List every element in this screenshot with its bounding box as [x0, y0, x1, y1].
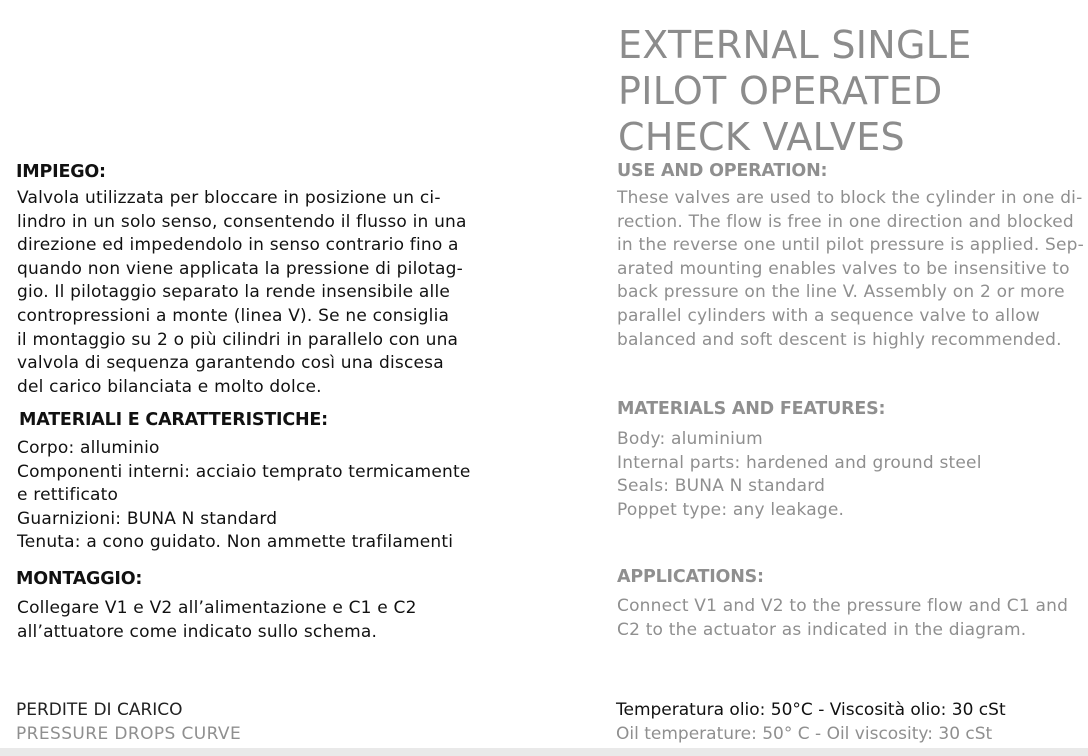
text-line: Poppet type: any leakage.	[617, 499, 845, 520]
text-line: back pressure on the line V. Assembly on 2 or more	[617, 282, 1065, 303]
text-line: direzione ed impedendolo in senso contrario fino a	[17, 235, 459, 256]
page-title-line-2: PILOT OPERATED	[618, 69, 943, 113]
text-line: Componenti interni: acciaio temprato termicamente	[17, 461, 471, 482]
text-line: e rettificato	[17, 485, 119, 506]
montaggio-heading: MONTAGGIO:	[16, 569, 143, 589]
page-title	[618, 22, 972, 160]
page-bottom-strip	[0, 748, 1088, 756]
materiali-heading: MATERIALI E CARATTERISTICHE:	[19, 410, 328, 430]
text-line: arated mounting enables valves to be insensitive to	[617, 258, 1070, 279]
text-line: valvola di sequenza garantendo così una discesa	[17, 353, 444, 374]
impiego-heading: IMPIEGO:	[16, 162, 106, 182]
oil-temperature-text: Oil temperature: 50° C - Oil viscosity: 30 cSt	[616, 724, 993, 744]
text-line: Guarnizioni: BUNA N standard	[17, 508, 278, 529]
text-line: il montaggio su 2 o più cilindri in parallelo con una	[17, 329, 459, 350]
applications-text	[617, 595, 1068, 642]
temperatura-olio-text: Temperatura olio: 50°C - Viscosità olio: 30 cSt	[616, 700, 1006, 720]
text-line: contropressioni a monte (linea V). Se ne consiglia	[17, 305, 450, 326]
text-line: Tenuta: a cono guidato. Non ammette trafilamenti	[17, 532, 454, 553]
materiali-text	[17, 437, 470, 555]
materials-text	[617, 428, 982, 522]
perdite-di-carico-label: PERDITE DI CARICO	[16, 700, 183, 720]
text-line: Body: aluminium	[617, 429, 763, 449]
text-line: Connect V1 and V2 to the pressure flow and C1 and	[617, 596, 1069, 616]
text-line: del carico bilanciata e molto dolce.	[17, 376, 322, 397]
text-line: quando non viene applicata la pressione di pilotag-	[17, 258, 463, 279]
page-title-line-3: CHECK VALVES	[618, 115, 905, 159]
text-line: parallel cylinders with a sequence valve to allow	[617, 305, 1040, 326]
text-line: balanced and soft descent is highly recommended.	[617, 329, 1062, 350]
use-text	[617, 187, 1084, 352]
text-line: Seals: BUNA N standard	[617, 476, 826, 497]
text-line: gio. Il pilotaggio separato la rende insensibile alle	[17, 282, 451, 303]
page-title-line-1: EXTERNAL SINGLE	[618, 23, 972, 67]
materials-heading: MATERIALS AND FEATURES:	[617, 399, 886, 419]
text-line: Valvola utilizzata per bloccare in posizione un ci-	[17, 188, 441, 208]
text-line: in the reverse one until pilot pressure is applied. Sep-	[617, 235, 1085, 256]
text-line: These valves are used to block the cylinder in one di-	[617, 188, 1083, 208]
impiego-text	[17, 187, 467, 399]
text-line: lindro in un solo senso, consentendo il flusso in una	[17, 211, 467, 232]
text-line: rection. The flow is free in one direction and blocked	[617, 211, 1074, 232]
text-line: Internal parts: hardened and ground steel	[617, 452, 982, 473]
text-line: Corpo: alluminio	[17, 438, 160, 458]
applications-heading: APPLICATIONS:	[617, 567, 764, 587]
text-line: all’attuatore come indicato sullo schema.	[17, 621, 378, 642]
text-line: C2 to the actuator as indicated in the diagram.	[617, 619, 1027, 640]
text-line: Collegare V1 e V2 all’alimentazione e C1 e C2	[17, 598, 417, 618]
use-heading: USE AND OPERATION:	[617, 161, 828, 181]
pressure-drops-label: PRESSURE DROPS CURVE	[16, 724, 242, 744]
montaggio-text	[17, 597, 417, 644]
